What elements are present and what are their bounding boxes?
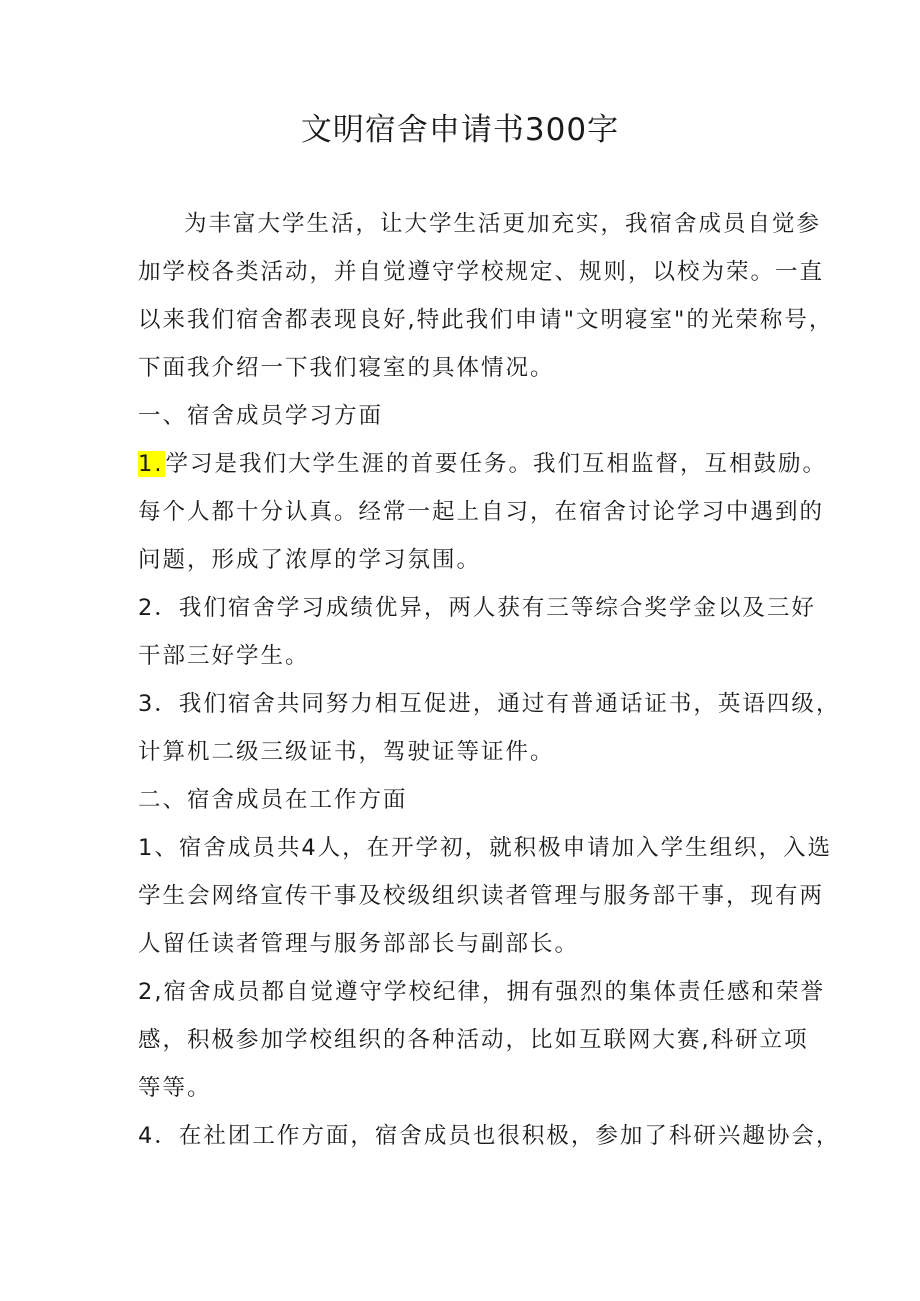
section-heading: 二、宿舍成员在工作方面 bbox=[138, 787, 408, 813]
page-title: 文明宿舍申请书300字 bbox=[300, 112, 620, 148]
list-item-line bbox=[138, 440, 827, 488]
list-item-line: 3．我们宿舍共同努力相互促进，通过有普通话证书，英语四级， bbox=[138, 691, 841, 717]
list-item-line: 2,宿舍成员都自觉遵守学校纪律，拥有强烈的集体责任感和荣誉 bbox=[138, 979, 825, 1005]
paragraph-line: 干部三好学生。 bbox=[138, 643, 310, 669]
section-heading: 一、宿舍成员学习方面 bbox=[138, 403, 384, 429]
paragraph-line: 下面我介绍一下我们寝室的具体情况。 bbox=[138, 355, 555, 381]
paragraph-line: 为丰富大学生活，让大学生活更加充实，我宿舍成员自觉参 bbox=[184, 211, 822, 237]
list-item-text: 学习是我们大学生涯的首要任务。我们互相监督，互相鼓励。 bbox=[165, 451, 827, 477]
paragraph-line: 感，积极参加学校组织的各种活动，比如互联网大赛,科研立项 bbox=[138, 1027, 809, 1053]
paragraph-line: 问题，形成了浓厚的学习氛围。 bbox=[138, 547, 482, 573]
list-item-line: 4．在社团工作方面，宿舍成员也很积极，参加了科研兴趣协会， bbox=[138, 1123, 841, 1149]
paragraph-line: 加学校各类活动，并自觉遵守学校规定、规则，以校为荣。一直 bbox=[138, 259, 825, 285]
paragraph-line: 学生会网络宣传干事及校级组织读者管理与服务部干事，现有两 bbox=[138, 883, 825, 909]
paragraph-line: 以来我们宿舍都表现良好,特此我们申请"文明寝室"的光荣称号， bbox=[138, 307, 834, 333]
paragraph-line: 等等。 bbox=[138, 1075, 212, 1101]
paragraph-line: 人留任读者管理与服务部部长与副部长。 bbox=[138, 931, 580, 957]
list-item-line: 1、宿舍成员共4人，在开学初，就积极申请加入学生组织，入选 bbox=[138, 835, 833, 861]
highlighted-number: 1. bbox=[138, 451, 164, 477]
list-item-line: 2．我们宿舍学习成绩优异，两人获有三等综合奖学金以及三好 bbox=[138, 595, 816, 621]
document-body bbox=[138, 200, 841, 1160]
paragraph-line: 每个人都十分认真。经常一起上自习，在宿舍讨论学习中遇到的 bbox=[138, 499, 825, 525]
paragraph-line: 计算机二级三级证书，驾驶证等证件。 bbox=[138, 739, 555, 765]
